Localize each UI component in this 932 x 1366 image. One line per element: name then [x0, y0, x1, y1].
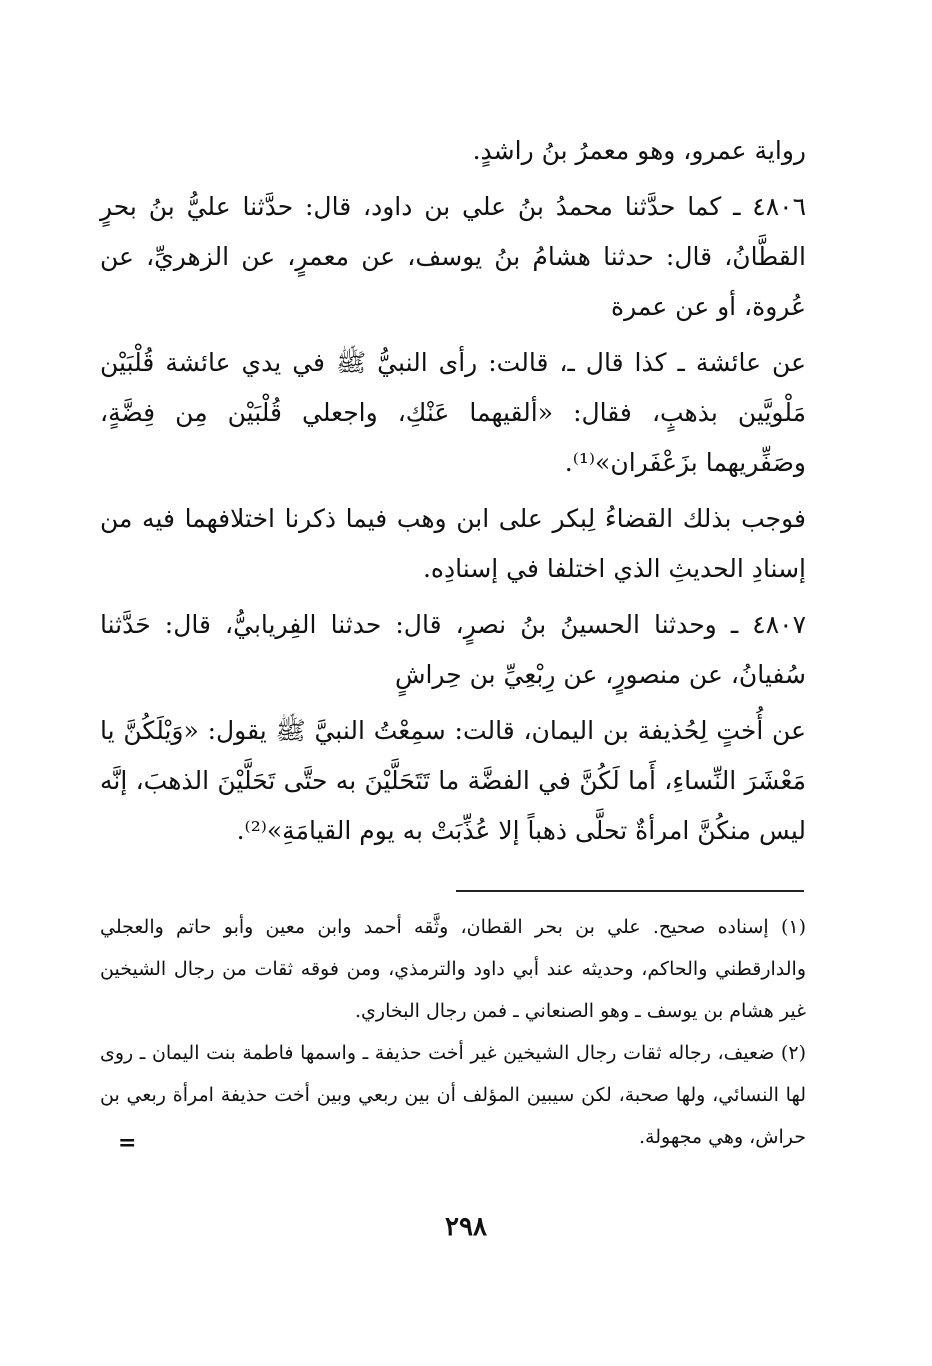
paragraph-4: فوجب بذلك القضاءُ لِبكر على ابن وهب فيما ذكرنا اختلافهما فيه من إسنادِ الحديثِ الذي اختلفا في إسنادِه.	[100, 504, 806, 583]
footnotes	[100, 906, 806, 1158]
paragraph-hadith-4807: ٤٨٠٧ ـ وحدثنا الحسينُ بنُ نصرٍ، قال: حدثنا الفِريابيُّ، قال: حَدَّثنا سُفيانُ، عن منصورٍ، عن رِبْعِيِّ بن حِراشٍ	[100, 610, 806, 689]
footnote-2: (٢) ضعيف، رجاله ثقات رجال الشيخين غير أخت حذيفة ـ واسمها فاطمة بنت اليمان ـ روى لها النسائي، ولها صحبة، لكن سيبين المؤلف أن بين ربعي وبين أخت حذيفة امرأة ربعي بن حراش، وهي مجهولة.	[100, 1042, 806, 1148]
footnote-1: (١) إسناده صحيح. علي بن بحر القطان، وثَّقه أحمد وابن معين وأبو حاتم والعجلي والدارقطني والحاكم، وحديثه عند أبي داود والترمذي، ومن فوقه ثقات من رجال الشيخين غير هشام بن يوسف ـ وهو الصنعاني ـ فمن رجال البخاري.	[100, 916, 806, 1022]
page-number: ٢٩٨	[445, 1212, 487, 1242]
continuation-mark: =	[118, 1130, 137, 1156]
paragraph-6: عن أُختٍ لِحُذيفة بن اليمان، قالت: سمِعْتُ النبيَّ ﷺ يقول: «وَيْلَكُنَّ يا مَعْشَرَ النِّساءِ، أَما لَكُنَّ في الفضَّة ما تَتَحَلَّيْنَ به حتَّى تَحَلَّيْنَ الذهبَ، إنَّه ليس منكُنَّ امرأةٌ تحلَّى ذهباً إلا عُذِّبَتْ به يوم القيامَةِ»⁽²⁾.	[100, 716, 806, 845]
paragraph-3: عن عائشة ـ كذا قال ـ، قالت: رأى النبيُّ ﷺ في يدي عائشة قُلْبَيْن مَلْويَّين بذهبٍ، فقال: «ألقيهما عَنْكِ، واجعلي قُلْبَيْن مِن فِضَّةٍ، وصَفِّريهما بزَعْفَران»⁽¹⁾.	[100, 348, 806, 477]
paragraph-1: رواية عمرو، وهو معمرُ بنُ راشدٍ.	[472, 136, 806, 165]
main-text	[100, 126, 806, 862]
paragraph-hadith-4806: ٤٨٠٦ ـ كما حدَّثنا محمدُ بنُ علي بن داود، قال: حدَّثنا عليُّ بنُ بحرٍ القطَّانُ، قال: حدثنا هشامُ بنُ يوسف، عن معمرٍ، عن الزهريِّ، عن عُروة، أو عن عمرة	[100, 192, 806, 321]
footnote-separator	[456, 890, 804, 892]
